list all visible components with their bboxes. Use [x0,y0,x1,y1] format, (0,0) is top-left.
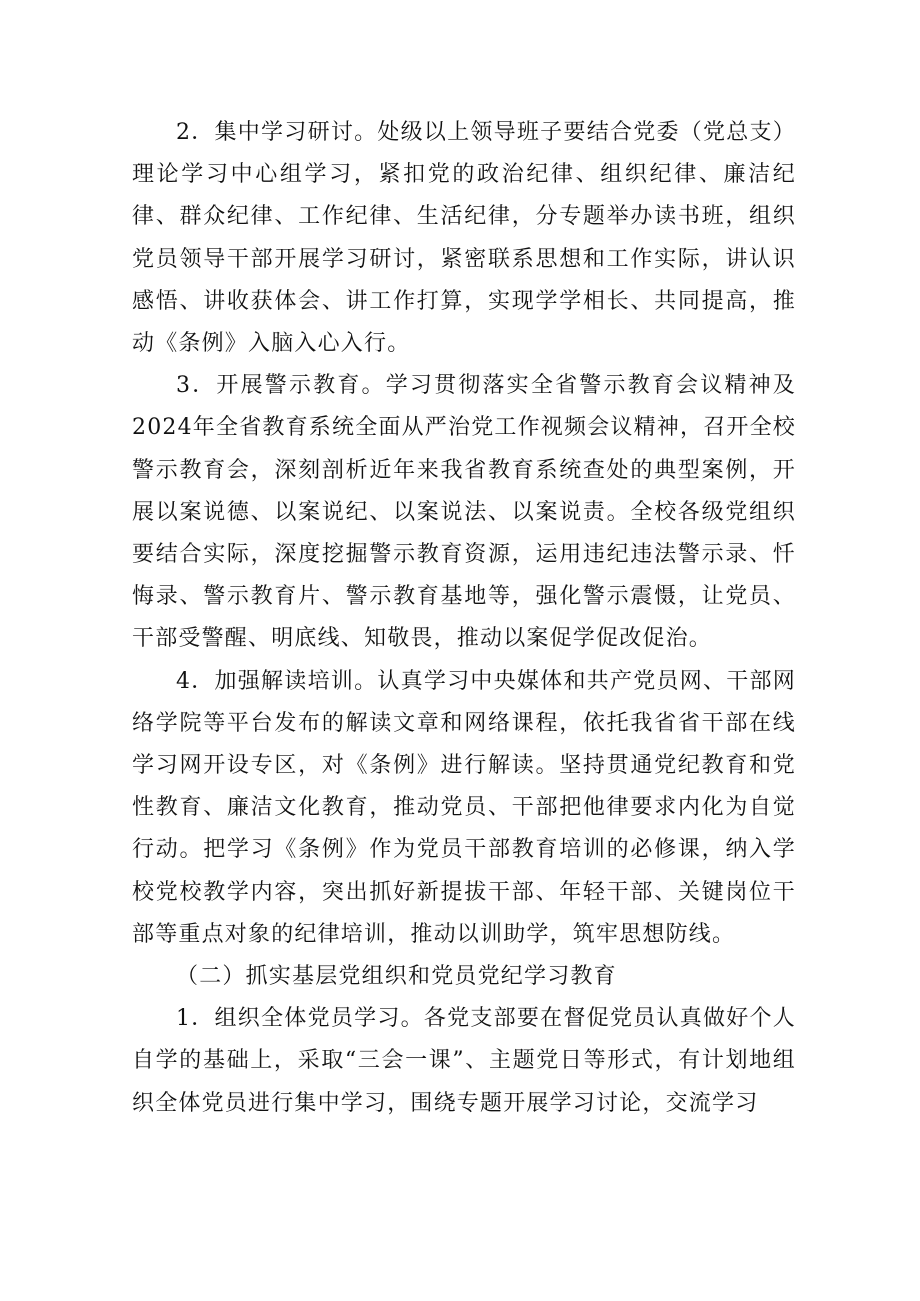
paragraph-group-study: 2．集中学习研讨。处级以上领导班子要结合党委（党总支）理论学习中心组学习，紧扣党的政治纪律、组织纪律、廉洁纪律、群众纪律、工作纪律、生活纪律，分专题举办读书班，组织党员领导干部开展学习研讨，紧密联系思想和工作实际，讲认识感悟、讲收获体会、讲工作打算，实现学学相长、共同提高，推动《条例》入脑入心入行。 [132,120,796,357]
paragraph-warning-education: 3．开展警示教育。学习贯彻落实全省警示教育会议精神及2024年全省教育系统全面从严治党工作视频会议精神，召开全校警示教育会，深刻剖析近年来我省教育系统查处的典型案例，开展以案说德、以案说纪、以案说法、以案说责。全校各级党组织要结合实际，深度挖掘警示教育资源，运用违纪违法警示录、忏悔录、警示教育片、警示教育基地等，强化警示震慑，让党员、干部受警醒、明底线、知敬畏，推动以案促学促改促治。 [132,373,796,652]
document-body [132,112,796,1125]
paragraph-member-study: 1．组织全体党员学习。各党支部要在督促党员认真做好个人自学的基础上，采取“三会一课”、主题党日等形式，有计划地组织全体党员进行集中学习，围绕专题开展学习讨论，交流学习 [132,1006,796,1116]
paragraph-interpretation-training: 4．加强解读培训。认真学习中央媒体和共产党员网、干部网络学院等平台发布的解读文章和网络课程，依托我省省干部在线学习网开设专区，对《条例》进行解读。坚持贯通党纪教育和党性教育、廉洁文化教育，推动党员、干部把他律要求内化为自觉行动。把学习《条例》作为党员干部教育培训的必修课，纳入学校党校教学内容，突出抓好新提拔干部、年轻干部、关键岗位干部等重点对象的纪律培训，推动以训助学，筑牢思想防线。 [132,668,796,947]
section-heading: （二）抓实基层党组织和党员党纪学习教育 [176,964,617,990]
